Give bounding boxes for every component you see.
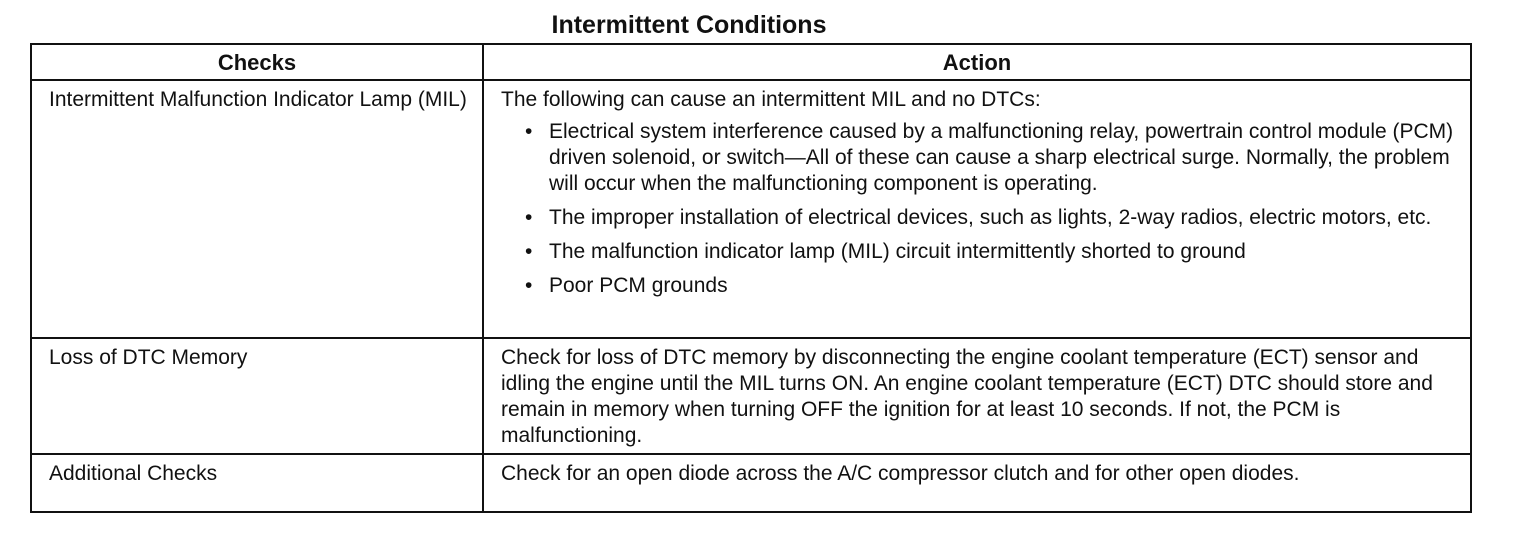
table-header-row bbox=[31, 44, 1471, 80]
list-item: • Poor PCM grounds bbox=[549, 273, 1456, 299]
action-cell bbox=[483, 454, 1471, 512]
table-row bbox=[31, 454, 1471, 512]
header-action: Action bbox=[483, 44, 1471, 80]
cause-list bbox=[501, 119, 1456, 299]
check-cell bbox=[31, 454, 483, 512]
list-item: • Electrical system interference caused by a malfunctioning relay, powertrain control module (PCM) driven solenoid, or switch—All of these can cause a sharp electrical surge. Normally, the problem will occur when the malfunctioning component is operating. bbox=[549, 119, 1456, 197]
list-item: • The malfunction indicator lamp (MIL) circuit intermittently shorted to ground bbox=[549, 239, 1456, 265]
table-row bbox=[31, 80, 1471, 338]
check-cell bbox=[31, 80, 483, 338]
document-title: Intermittent Conditions bbox=[551, 11, 827, 39]
action-cell bbox=[483, 80, 1471, 338]
intermittent-conditions-table bbox=[30, 43, 1472, 513]
check-label: Loss of DTC Memory bbox=[49, 346, 248, 369]
header-checks: Checks bbox=[31, 44, 483, 80]
action-intro: The following can cause an intermittent MIL and no DTCs: bbox=[501, 88, 1041, 111]
action-text: Check for loss of DTC memory by disconnecting the engine coolant temperature (ECT) sensor and idling the engine until the MIL turns ON. An engine coolant temperature (ECT) DTC should store and remain in memory when turning OFF the ignition for at least 10 seconds. If not, the PCM is malfunctioning. bbox=[501, 346, 1433, 447]
list-item: • The improper installation of electrical devices, such as lights, 2-way radios, electric motors, etc. bbox=[549, 205, 1456, 231]
action-text: Check for an open diode across the A/C compressor clutch and for other open diodes. bbox=[501, 462, 1300, 485]
action-cell bbox=[483, 338, 1471, 454]
check-label: Additional Checks bbox=[49, 462, 218, 485]
table-row bbox=[31, 338, 1471, 454]
check-label: Intermittent Malfunction Indicator Lamp (MIL) bbox=[49, 88, 467, 111]
check-cell bbox=[31, 338, 483, 454]
